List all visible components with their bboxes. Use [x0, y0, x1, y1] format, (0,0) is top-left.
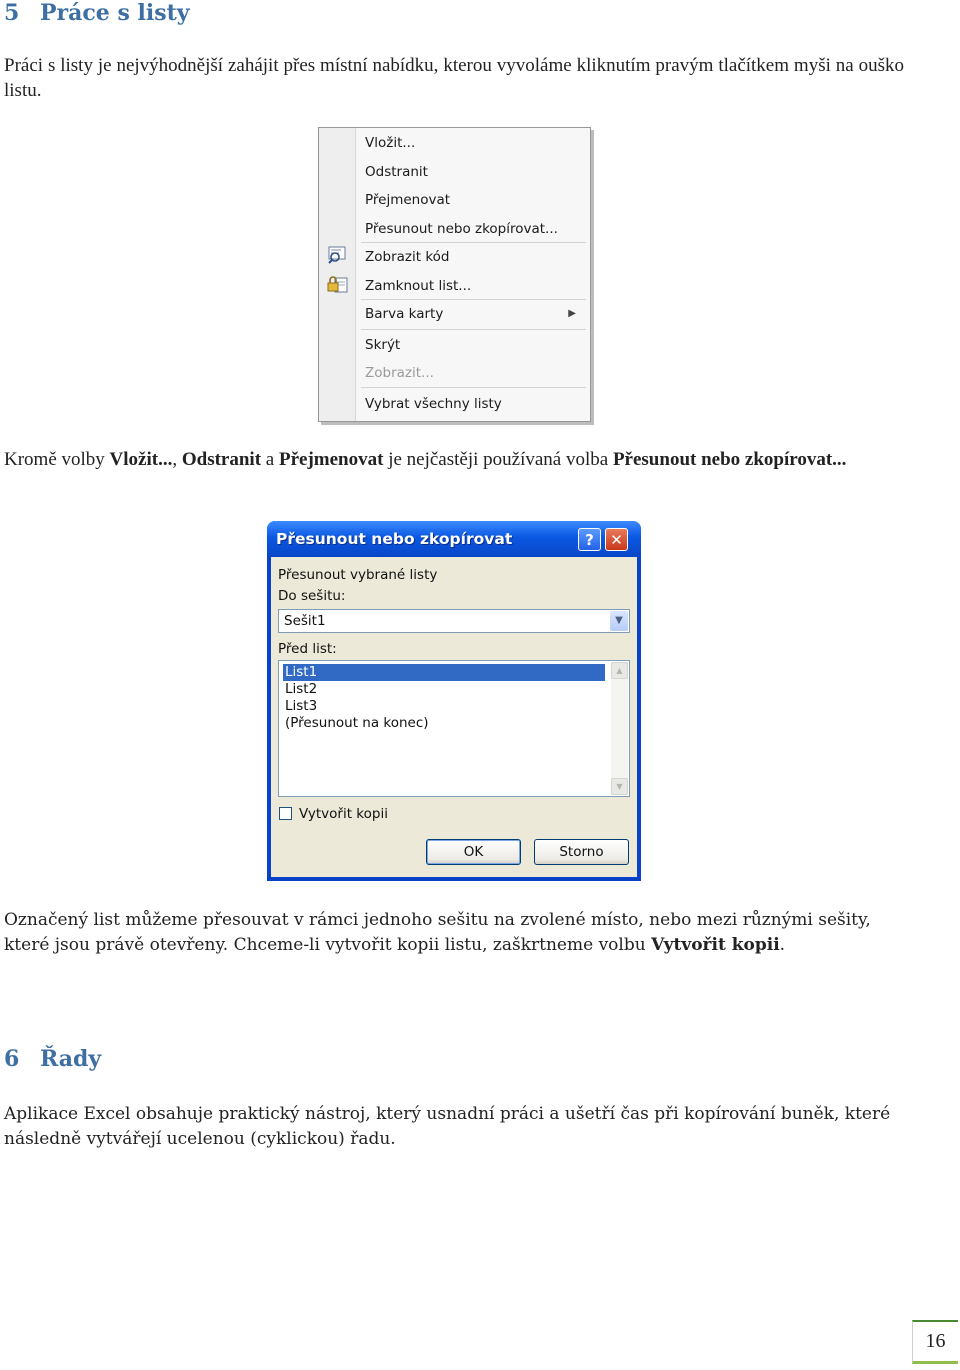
create-copy-checkbox[interactable]	[279, 807, 292, 820]
bold-term-insert: Vložit...	[109, 449, 173, 470]
bold-term-create-copy: Vytvořit kopii	[651, 935, 780, 955]
menu-item-tab-color[interactable]: Barva karty	[365, 306, 444, 322]
list-item[interactable]: List2	[285, 681, 318, 697]
sheet-context-menu	[318, 127, 591, 422]
menu-separator	[361, 387, 586, 388]
list-item[interactable]: List1	[283, 664, 605, 681]
to-book-select[interactable]	[278, 609, 630, 633]
section-number: 6	[4, 1046, 20, 1072]
paragraph-move-option	[4, 447, 904, 472]
menu-item-hide[interactable]: Skrýt	[365, 337, 401, 353]
menu-separator	[361, 299, 586, 300]
text-run: je nejčastěji používaná volba	[383, 449, 613, 470]
dialog-title: Přesunout nebo zkopírovat	[276, 530, 513, 548]
cancel-button[interactable]: Storno	[534, 839, 629, 865]
menu-item-rename[interactable]: Přejmenovat	[365, 192, 451, 208]
dialog-body	[271, 557, 637, 877]
menu-item-unhide: Zobrazit...	[365, 365, 434, 381]
ok-button[interactable]: OK	[426, 839, 521, 865]
to-book-label: Do sešitu:	[278, 588, 346, 604]
view-code-icon	[327, 245, 349, 269]
before-sheet-list[interactable]	[278, 660, 630, 797]
section-title: Řady	[40, 1046, 102, 1072]
paragraph-intro: Práci s listy je nejvýhodnější zahájit přes místní nabídku, kterou vyvoláme kliknutím pravým tlačítkem myši na ouško listu.	[4, 55, 904, 101]
scroll-down-icon[interactable]: ▼	[611, 778, 628, 795]
bold-term-move-copy: Přesunout nebo zkopírovat...	[612, 449, 847, 470]
before-sheet-label: Před list:	[278, 641, 337, 657]
menu-separator	[361, 329, 586, 330]
menu-item-delete[interactable]: Odstranit	[365, 164, 428, 180]
help-button[interactable]: ?	[578, 528, 601, 551]
menu-item-move-copy[interactable]: Přesunout nebo zkopírovat...	[365, 221, 558, 237]
menu-item-insert[interactable]: Vložit...	[365, 135, 416, 151]
bold-term-rename: Přejmenovat	[278, 449, 384, 470]
to-book-value: Sešit1	[284, 613, 326, 629]
list-scrollbar[interactable]	[611, 662, 628, 795]
scroll-up-icon[interactable]: ▲	[611, 662, 628, 679]
paragraph-move-description	[4, 908, 904, 958]
menu-item-select-all-sheets[interactable]: Vybrat všechny listy	[365, 396, 502, 412]
section-title: Práce s listy	[40, 0, 190, 26]
menu-item-protect-sheet[interactable]: Zamknout list...	[365, 278, 472, 294]
text-run: a	[261, 449, 279, 470]
create-copy-label[interactable]: Vytvořit kopii	[299, 806, 388, 822]
protect-sheet-icon	[327, 274, 349, 298]
submenu-arrow-icon: ▶	[568, 308, 576, 319]
dialog-titlebar	[267, 521, 641, 557]
section-heading	[4, 0, 190, 26]
menu-item-view-code[interactable]: Zobrazit kód	[365, 249, 450, 265]
chevron-down-icon[interactable]: ▼	[610, 611, 628, 631]
bold-term-delete: Odstranit	[181, 449, 262, 470]
text-run: Kromě volby	[4, 449, 110, 470]
section-number: 5	[4, 0, 20, 26]
move-selected-sheets-label: Přesunout vybrané listy	[278, 567, 438, 583]
move-copy-dialog	[267, 521, 641, 881]
list-item[interactable]: (Přesunout na konec)	[285, 715, 429, 731]
close-button[interactable]: ✕	[605, 528, 628, 551]
list-item[interactable]: List3	[285, 698, 318, 714]
menu-separator	[361, 242, 586, 243]
page-number: 16	[912, 1320, 958, 1364]
paragraph-series: Aplikace Excel obsahuje praktický nástroj, který usnadní práci a ušetří čas při kopírování buněk, které následně vytvářejí ucelenou (cyklickou) řadu.	[4, 1104, 891, 1149]
section-heading	[4, 1046, 101, 1072]
text-run: ,	[172, 449, 182, 470]
text-run: Označený list můžeme přesouvat v rámci jednoho sešitu na zvolené místo, nebo mezi různými sešity, které jsou právě otevřeny. Chceme-li vytvořit kopii listu, zaškrtneme volbu	[4, 910, 871, 955]
text-run: .	[779, 935, 786, 955]
